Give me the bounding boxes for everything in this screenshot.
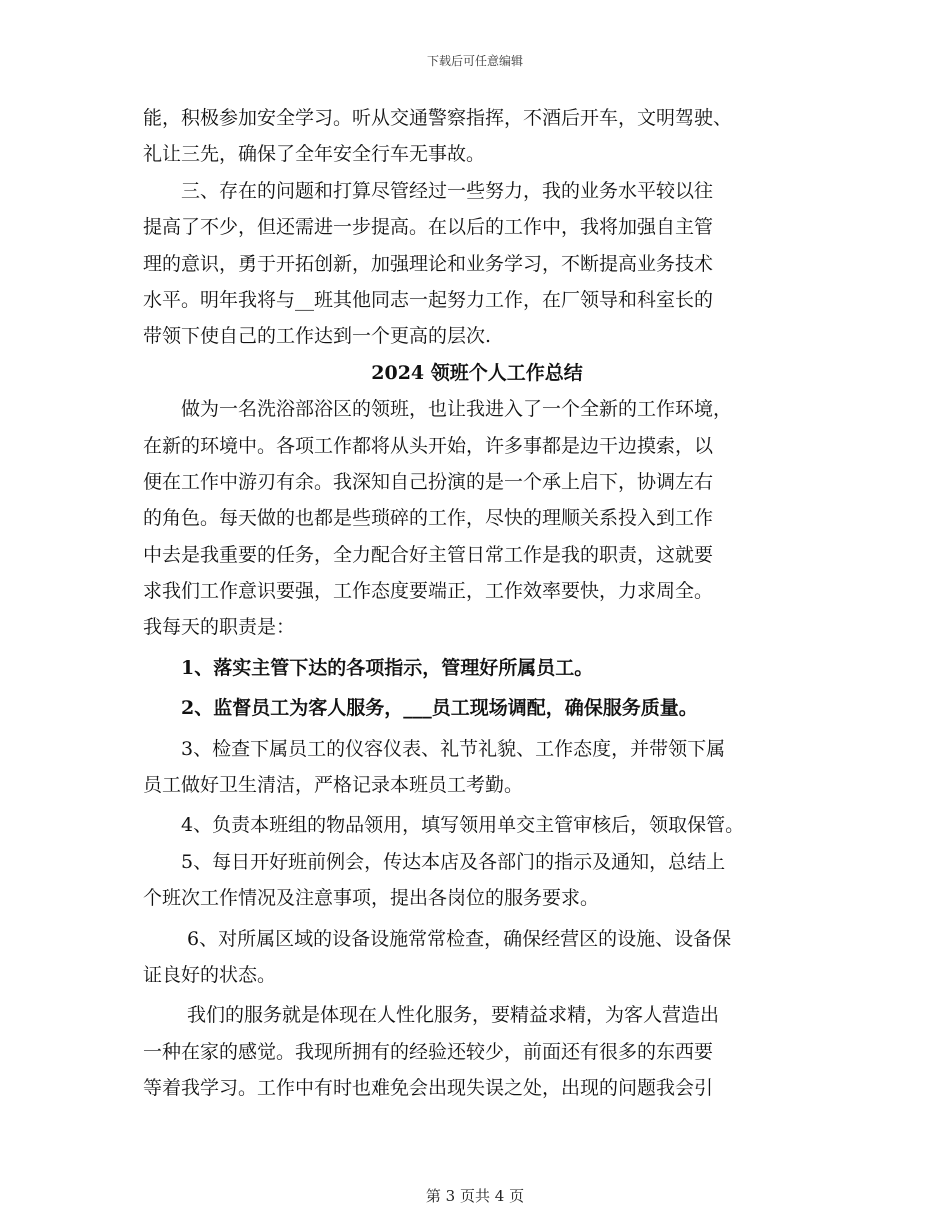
duty-item-2 bbox=[143, 690, 811, 726]
text-line: 带领下使自己的工作达到一个更高的层次. bbox=[143, 325, 492, 348]
text-line: 6、对所属区域的设备设施常常检查，确保经营区的设施、设备保 bbox=[187, 927, 732, 950]
section-title: 2024 领班个人工作总结 bbox=[371, 361, 583, 384]
page-header: 下载后可任意编辑 bbox=[426, 54, 523, 68]
paragraph-problems-plans bbox=[143, 173, 811, 355]
text-line: 在新的环境中。各项工作都将从头开始，许多事都是边干边摸索，以 bbox=[143, 434, 714, 457]
text-line: 便在工作中游刃有余。我深知自己扮演的是一个承上启下，协调左右 bbox=[143, 470, 714, 493]
text-line: 5、每日开好班前例会，传达本店及各部门的指示及通知，总结上 bbox=[181, 850, 726, 873]
text-line: 提高了不少，但还需进一步提高。在以后的工作中，我将加强自主管 bbox=[143, 216, 714, 239]
text-line: 中去是我重要的任务，全力配合好主管日常工作是我的职责，这就要 bbox=[143, 543, 714, 566]
page-footer: 第 3 页共 4 页 bbox=[425, 1187, 525, 1205]
text-line: 员工做好卫生清洁，严格记录本班员工考勤。 bbox=[143, 774, 524, 797]
duty-item-5 bbox=[143, 844, 811, 917]
text-line: 三、存在的问题和打算尽管经过一些努力，我的业务水平较以往 bbox=[181, 179, 714, 202]
text-line: 礼让三先，确保了全年安全行车无事故。 bbox=[143, 143, 486, 166]
paragraph-closing bbox=[143, 997, 811, 1106]
duty-item-1 bbox=[143, 650, 811, 686]
text-line: 4、负责本班组的物品领用，填写领用单交主管审核后，领取保管。 bbox=[181, 814, 745, 837]
text-line: 我们的服务就是体现在人性化服务，要精益求精，为客人营造出 bbox=[187, 1004, 720, 1027]
text-line: 我每天的职责是： bbox=[143, 616, 296, 639]
text-line: 水平。明年我将与__班其他同志一起努力工作，在厂领导和科室长的 bbox=[143, 288, 714, 311]
text-line: 做为一名洗浴部浴区的领班，也让我进入了一个全新的工作环境， bbox=[181, 398, 733, 421]
text-line: 证良好的状态。 bbox=[143, 963, 277, 986]
text-line: 理的意识，勇于开拓创新，加强理论和业务学习，不断提高业务技术 bbox=[143, 252, 714, 275]
text-line: 等着我学习。工作中有时也难免会出现失误之处，出现的问题我会引 bbox=[143, 1077, 714, 1100]
duty-item-6 bbox=[143, 921, 811, 994]
text-line: 能，积极参加安全学习。听从交通警察指挥，不酒后开车，文明驾驶、 bbox=[143, 107, 733, 129]
text-line: 求我们工作意识要强，工作态度要端正，工作效率要快，力求周全。 bbox=[143, 580, 714, 603]
paragraph-intro bbox=[143, 391, 811, 646]
text-line: 1、落实主管下达的各项指示，管理好所属员工。 bbox=[181, 656, 594, 679]
text-line: 的角色。每天做的也都是些琐碎的工作，尽快的理顺关系投入到工作 bbox=[143, 507, 714, 530]
text-line: 2、监督员工为客人服务，___员工现场调配，确保服务质量。 bbox=[181, 697, 698, 720]
paragraph-safety bbox=[143, 100, 811, 173]
document-body bbox=[143, 100, 811, 1107]
text-line: 个班次工作情况及注意事项，提出各岗位的服务要求。 bbox=[143, 887, 600, 910]
duty-item-3 bbox=[143, 731, 811, 804]
duty-item-4 bbox=[143, 807, 811, 843]
text-line: 一种在家的感觉。我现所拥有的经验还较少，前面还有很多的东西要 bbox=[143, 1040, 714, 1063]
text-line: 3、检查下属员工的仪容仪表、礼节礼貌、工作态度，并带领下属 bbox=[181, 737, 726, 760]
